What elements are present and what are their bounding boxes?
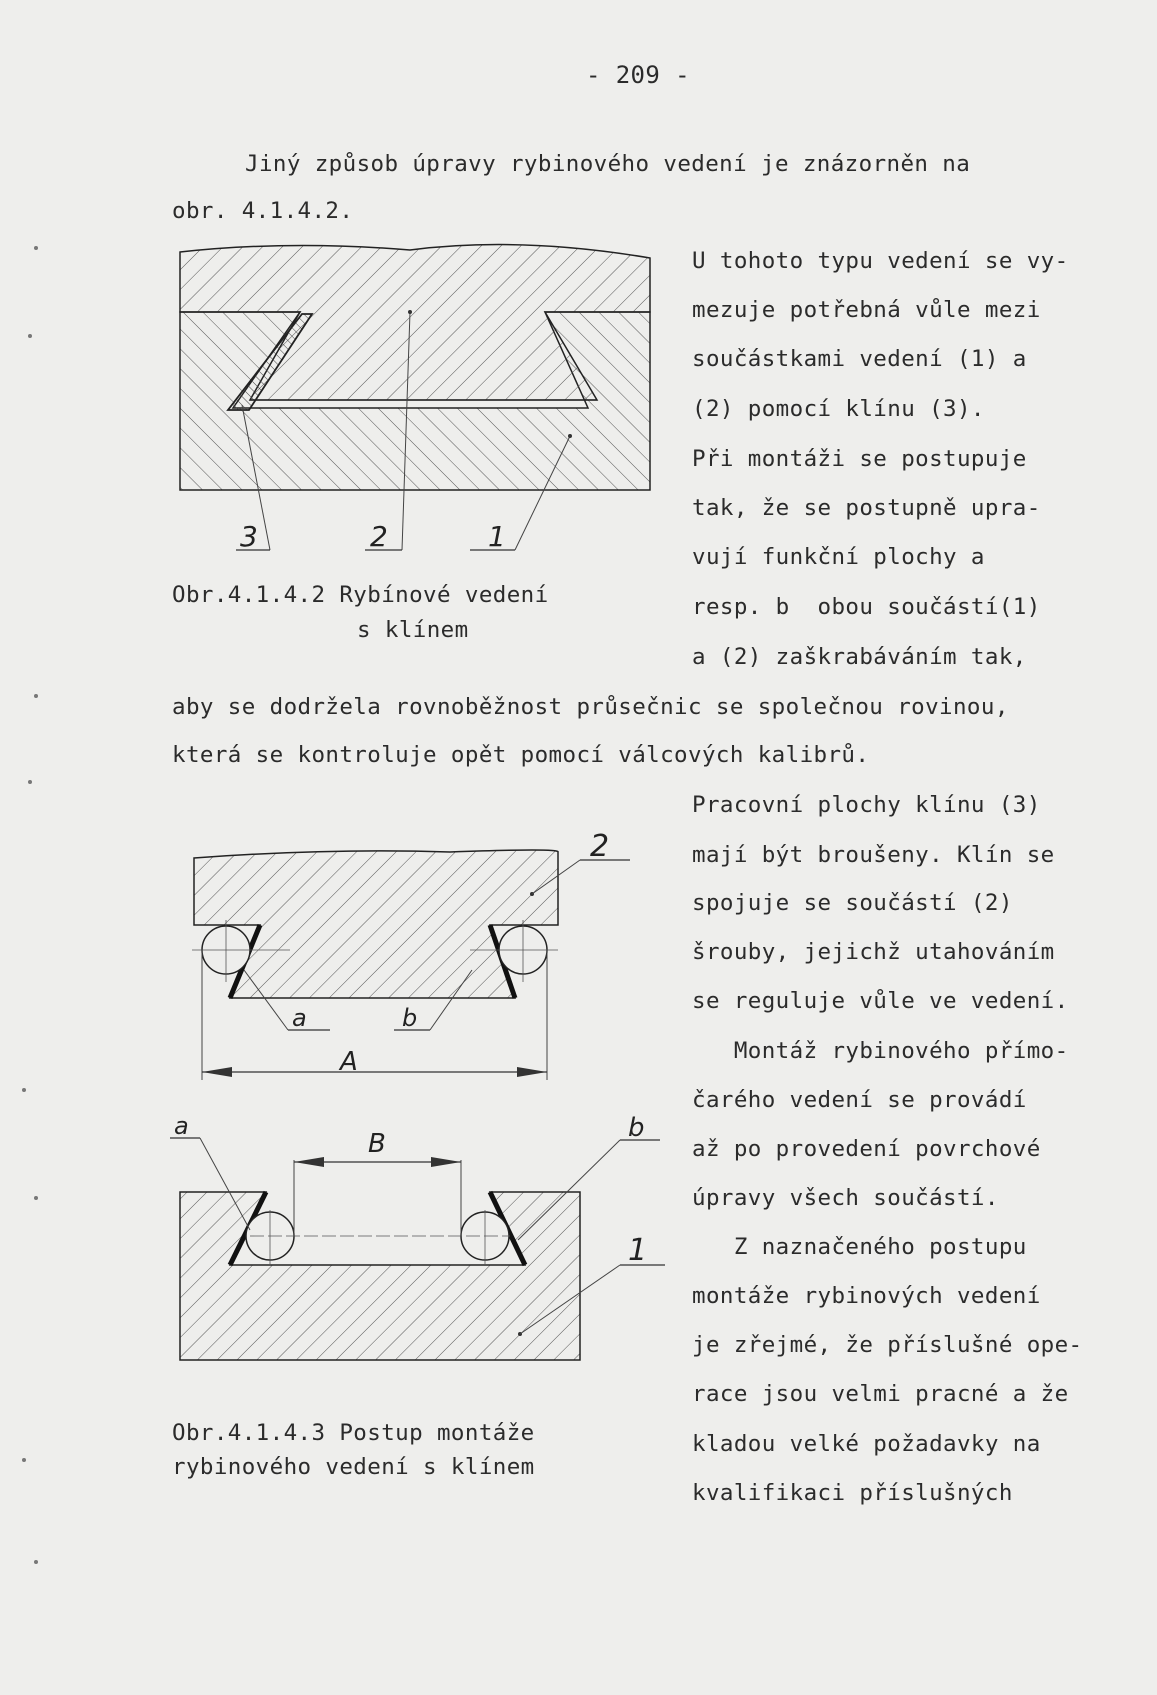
label-1: 1 xyxy=(488,520,506,553)
right-col-2-line-14: kladou velké požadavky na xyxy=(692,1431,1041,1457)
label-2: 2 xyxy=(370,520,388,553)
right-col-2-line-4: šrouby, jejichž utahováním xyxy=(692,939,1055,965)
scan-mark xyxy=(28,334,32,338)
right-col-1-line-9: a (2) zaškrabáváním tak, xyxy=(692,644,1027,670)
label-2-top: 2 xyxy=(590,829,610,864)
scan-mark xyxy=(34,246,38,250)
right-col-2-line-7: čarého vedení se provádí xyxy=(692,1087,1027,1113)
figure-1-caption-line-2: s klínem xyxy=(357,617,469,643)
figure-2-caption-line-2: rybinového vedení s klínem xyxy=(172,1454,535,1480)
figure-1-caption-line-1: Obr.4.1.4.2 Rybínové vedení xyxy=(172,582,549,608)
right-col-1-line-8: resp. b obou součástí(1) xyxy=(692,594,1041,620)
right-col-2-line-9: úpravy všech součástí. xyxy=(692,1185,999,1211)
right-col-1-line-6: tak, že se postupně upra- xyxy=(692,495,1041,521)
scan-mark xyxy=(34,1560,38,1564)
right-col-2-line-6: Montáž rybinového přímo- xyxy=(692,1038,1069,1064)
intro-line-2: obr. 4.1.4.2. xyxy=(172,198,354,224)
scan-mark xyxy=(22,1458,26,1462)
label-A: A xyxy=(340,1047,358,1077)
right-col-2-line-5: se reguluje vůle ve vedení. xyxy=(692,988,1069,1014)
right-col-2-line-8: až po provedení povrchové xyxy=(692,1136,1041,1162)
scan-mark xyxy=(34,694,38,698)
right-col-1-line-2: mezuje potřebná vůle mezi xyxy=(692,297,1041,323)
right-col-2-line-12: je zřejmé, že příslušné ope- xyxy=(692,1332,1083,1358)
scan-mark xyxy=(34,1196,38,1200)
full-line-2: která se kontroluje opět pomocí válcových kalibrů. xyxy=(172,742,870,768)
right-col-2-line-13: race jsou velmi pracné a že xyxy=(692,1381,1069,1407)
right-col-2-line-3: spojuje se součástí (2) xyxy=(692,890,1013,916)
label-B: B xyxy=(368,1129,386,1159)
intro-line-1: Jiný způsob úpravy rybinového vedení je znázorněn na xyxy=(245,151,971,177)
label-a-top: a xyxy=(292,1004,307,1032)
label-b-bottom: b xyxy=(628,1113,645,1143)
label-1-bottom: 1 xyxy=(628,1233,648,1268)
figure-dovetail-with-wedge xyxy=(170,240,660,620)
full-line-1: aby se dodržela rovnoběžnost průsečnic se společnou rovinou, xyxy=(172,694,1009,720)
label-a-bottom: a xyxy=(174,1112,189,1140)
scan-mark xyxy=(22,1088,26,1092)
scan-mark xyxy=(28,780,32,784)
figure-measure-A xyxy=(180,830,680,1090)
right-col-2-line-2: mají být broušeny. Klín se xyxy=(692,842,1055,868)
right-col-1-line-1: U tohoto typu vedení se vy- xyxy=(692,248,1069,274)
right-col-1-line-4: (2) pomocí klínu (3). xyxy=(692,396,985,422)
right-col-1-line-3: součástkami vedení (1) a xyxy=(692,346,1027,372)
right-col-2-line-10: Z naznačeného postupu xyxy=(692,1234,1027,1260)
right-col-1-line-7: vují funkční plochy a xyxy=(692,544,985,570)
right-col-2-line-11: montáže rybinových vedení xyxy=(692,1283,1041,1309)
right-col-1-line-5: Při montáži se postupuje xyxy=(692,446,1027,472)
right-col-2-line-1: Pracovní plochy klínu (3) xyxy=(692,792,1041,818)
label-3: 3 xyxy=(240,520,258,553)
right-col-2-line-15: kvalifikaci příslušných xyxy=(692,1480,1013,1506)
figure-measure-B xyxy=(150,1110,670,1370)
page-number: - 209 - xyxy=(586,61,690,89)
figure-2-caption-line-1: Obr.4.1.4.3 Postup montáže xyxy=(172,1420,535,1446)
label-b-top: b xyxy=(402,1004,418,1032)
